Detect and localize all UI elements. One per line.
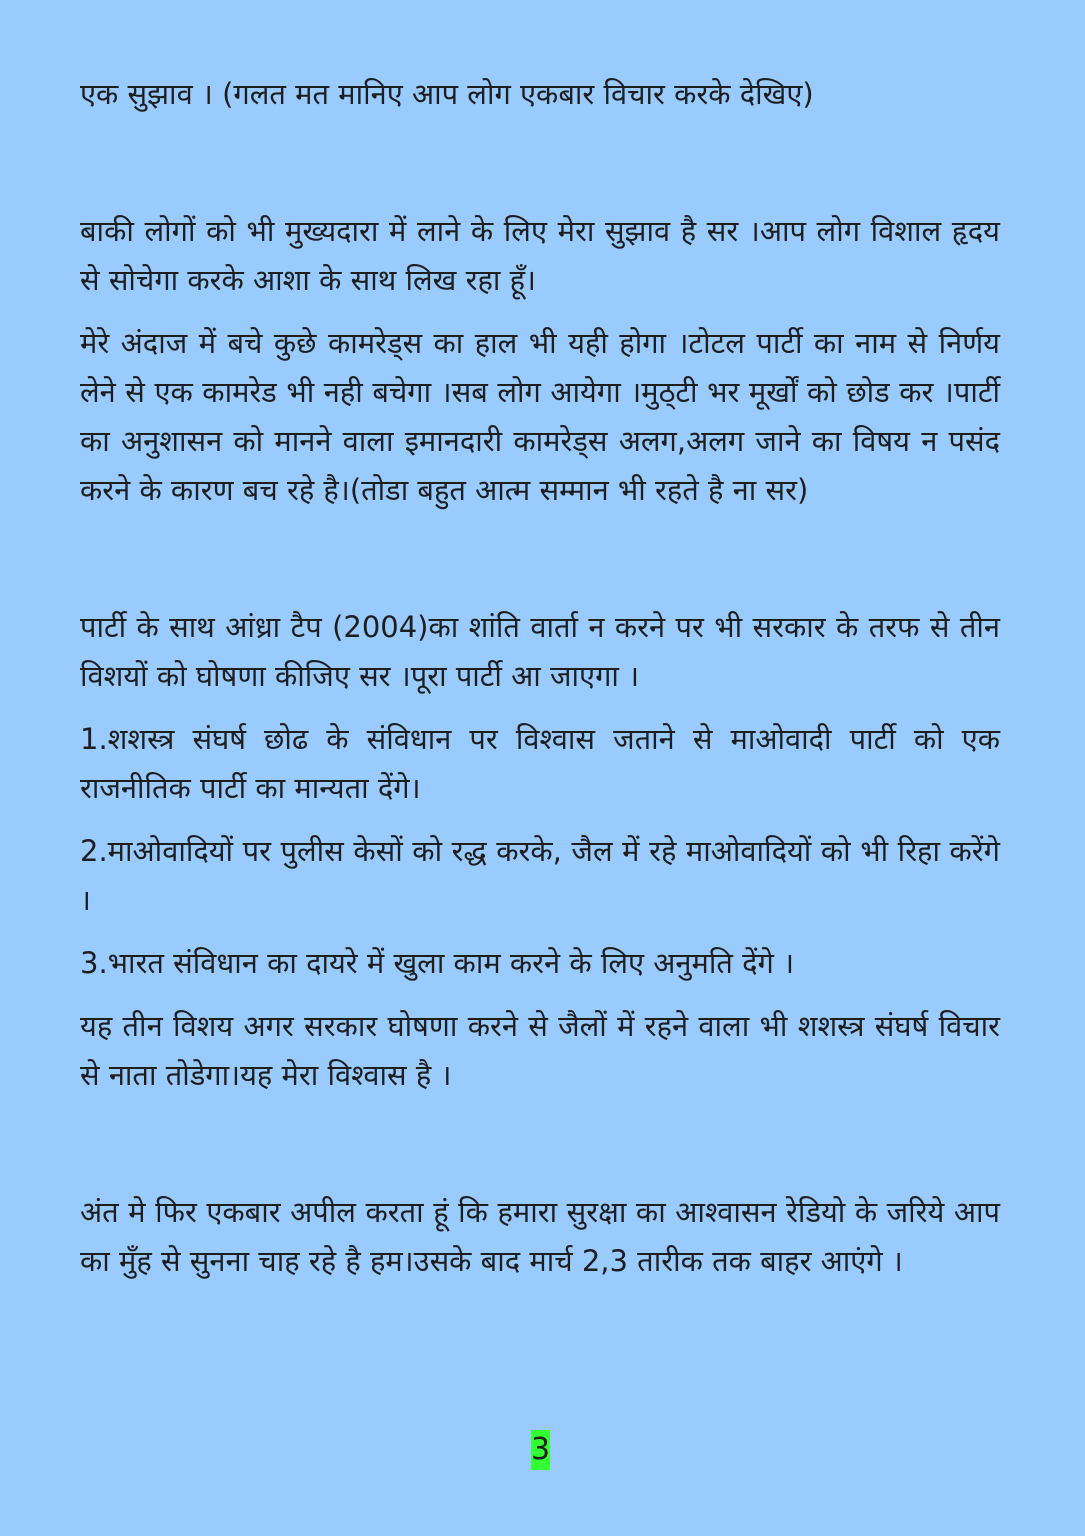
intro-paragraph: बाकी लोगों को भी मुख्यदारा में लाने के लिए मेरा सुझाव है सर ।आप लोग विशाल हृदय से सोचेगा करके आशा के साथ लिख रहा हूँ। xyxy=(80,214,1000,297)
point-3: 3.भारत संविधान का दायरे में खुला काम करने के लिए अनुमति देंगे । xyxy=(80,946,795,980)
suggestion-heading: एक सुझाव । (गलत मत मानिए आप लोग एकबार विचार करके देखिए) xyxy=(80,77,814,111)
demand-paragraph: पार्टी के साथ आंध्रा टैप (2004)का शांति वार्ता न करने पर भी सरकार के तरफ से तीन विशयों को घोषणा कीजिए सर ।पूरा पार्टी आ जाएगा । xyxy=(80,610,1000,693)
belief-paragraph: यह तीन विशय अगर सरकार घोषणा करने से जैलों में रहने वाला भी शशस्त्र संघर्ष विचार से नाता तोडेगा।यह मेरा विश्वास है । xyxy=(80,1009,1000,1092)
point-2: 2.माओवादियों पर पुलीस केसों को रद्ध करके, जैल में रहे माओवादियों को भी रिहा करेंगे । xyxy=(80,834,1000,917)
appeal-paragraph: अंत मे फिर एकबार अपील करता हूं कि हमारा सुरक्षा का आश्वासन रेडियो के जरिये आप का मुँह से सुनना चाह रहे है हम।उसके बाद मार्च 2,3 तारीक तक बाहर आएंगे । xyxy=(80,1195,1000,1278)
page-number: 3 xyxy=(531,1430,550,1470)
document-body xyxy=(80,70,1000,1286)
comrades-paragraph: मेरे अंदाज में बचे कुछे कामरेड्स का हाल भी यही होगा ।टोटल पार्टी का नाम से निर्णय लेने से एक कामरेड भी नही बचेगा ।सब लोग आयेगा ।मुठ्टी भर मूर्खों को छोड कर ।पार्टी का अनुशासन को मानने वाला इमानदारी कामरेड्स अलग,अलग जाने का विषय न पसंद करने के कारण बच रहे है।(तोडा बहुत आत्म सम्मान भी रहते है ना सर) xyxy=(80,326,1000,507)
point-1: 1.शशस्त्र संघर्ष छोढ के संविधान पर विश्वास जताने से माओवादी पार्टी को एक राजनीतिक पार्टी का मान्यता देंगे। xyxy=(80,722,1000,805)
